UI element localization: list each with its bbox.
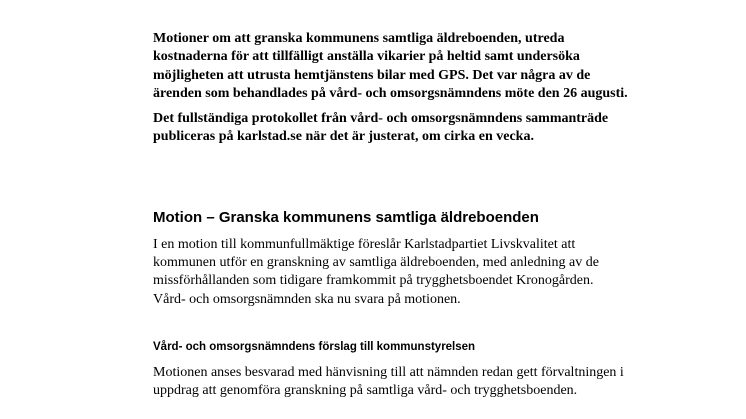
- intro-paragraph: Motioner om att granska kommunens samtliga äldreboenden, utreda kostnaderna för att tillfälligt anställa vikarier på heltid samt undersöka möjligheten att utrusta hemtjänstens bilar med GPS. Det var några av de ärenden som behandlades på vård- och omsorgsnämndens möte den 26 augusti.: [153, 31, 628, 102]
- document-page: [153, 30, 633, 399]
- intro-protocol-paragraph: Det fullständiga protokollet från vård- och omsorgsnämndens sammanträde publiceras på karlstad.se när det är justerat, om cirka en vecka.: [153, 110, 609, 145]
- subsection-heading: Vård- och omsorgsnämndens förslag till kommunstyrelsen: [153, 341, 476, 353]
- section-body: I en motion till kommunfullmäktige föreslår Karlstadpartiet Livskvalitet att kommunen utför en granskning av samtliga äldreboenden, med anledning av de missförhållanden som tidigare framkommit på trygghetsboendet Kronogården. Vård- och omsorgsnämnden ska nu svara på motionen.: [153, 237, 599, 307]
- section-heading: Motion – Granska kommunens samtliga äldreboenden: [153, 209, 539, 226]
- subsection-body: Motionen anses besvarad med hänvisning till att nämnden redan gett förvaltningen i uppdrag att genomföra granskning på samtliga vård- och trygghetsboenden.: [153, 365, 624, 399]
